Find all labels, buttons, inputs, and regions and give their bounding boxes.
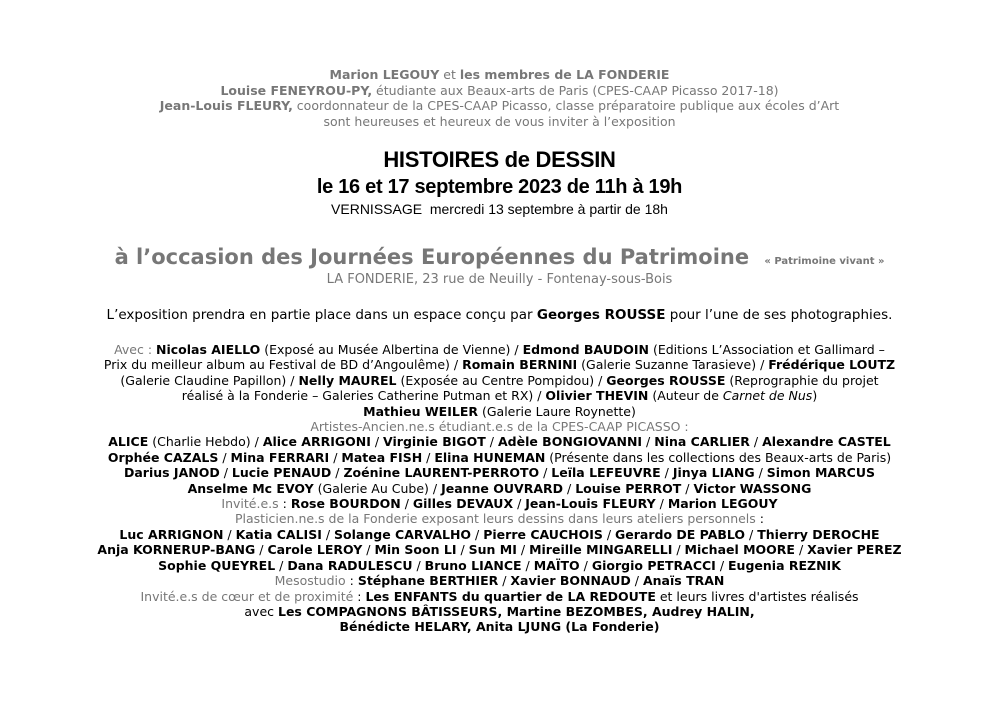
event-title: HISTOIRES de DESSIN [383, 147, 616, 172]
artist-name: Mina FERRARI [230, 449, 330, 465]
artist-name: Nelly MAUREL [298, 372, 397, 388]
artist-note: (Auteur de [648, 388, 723, 404]
artist-name: Bruno LIANCE [424, 557, 522, 573]
artist-name: Luc ARRIGNON [119, 526, 224, 542]
section-label: Plasticien.ne.s de la Fonderie exposant leurs dessins dans leurs ateliers personnels [234, 511, 756, 527]
artist-note: / [521, 557, 534, 573]
hosts-line-1 [0, 67, 999, 83]
artist-note: (Galerie Laure Roynette) [478, 403, 636, 419]
artist-name: Frédérique LOUTZ [768, 357, 896, 373]
artist-line-plasticiens [0, 511, 999, 526]
artist-note: (Galerie Claudine Papillon) / [120, 372, 299, 388]
artist-name: Les ENFANTS du quartier de LA REDOUTE [365, 588, 656, 604]
artist-name: Michael MOORE [684, 542, 795, 558]
artist-line-plasticiens [0, 542, 999, 557]
lead-sentence [0, 307, 999, 323]
artist-line-plasticiens [0, 527, 999, 542]
artist-note: / [794, 542, 808, 558]
artist-note: / [331, 465, 344, 481]
artist-name: Sophie QUEYREL [158, 557, 276, 573]
artist-name: Xavier PEREZ [807, 542, 902, 558]
artist-note: / [681, 480, 694, 496]
artist-note: avec [244, 603, 278, 619]
artist-list [0, 342, 999, 635]
host-name-marion: Marion LEGOUY [329, 67, 440, 82]
artist-note: / [630, 573, 643, 589]
artist-name: Marion LEGOUY [667, 496, 778, 512]
artist-note: / [745, 526, 758, 542]
artist-name: Adèle BONGIOVANNI [497, 434, 643, 450]
artist-name: Lucie PENAUD [231, 465, 332, 481]
artist-name: Anaïs TRAN [642, 573, 725, 589]
artist-name: ALICE [108, 434, 149, 450]
artist-name: Edmond BAUDOIN [522, 342, 649, 357]
artist-name: Xavier BONNAUD [510, 573, 631, 589]
artist-name: Min Soon LI [374, 542, 457, 558]
artist-name: Rose BOURDON [290, 496, 401, 512]
artist-name: Orphée CAZALS [107, 449, 219, 465]
artist-name: Bénédicte HELARY, Anita LJUNG (La Fonderie) [339, 619, 660, 635]
artist-name: Mireille MINGARELLI [529, 542, 673, 558]
artist-note: / [370, 434, 384, 450]
section-label: Invité.e.s de cœur et de proximité [140, 588, 354, 604]
artist-note: / [485, 434, 498, 450]
artist-name: Nicolas AIELLO [156, 342, 261, 357]
artist-note: / [456, 542, 469, 558]
artist-line-avec [0, 404, 999, 419]
artist-name: Alice ARRIGONI [262, 434, 371, 450]
artist-note: / [579, 557, 592, 573]
artist-name: Darius JANOD [123, 465, 220, 481]
work-title: Carnet de Nus [722, 388, 813, 404]
host-name-fonderie: les membres de LA FONDERIE [459, 67, 670, 82]
artist-note: / [223, 526, 236, 542]
host-name-jeanlouis: Jean-Louis FLEURY, [159, 98, 293, 113]
artist-name: Zoénine LAURENT-PERROTO [343, 465, 540, 481]
hosts-line-2 [0, 83, 999, 99]
artist-note: / [539, 465, 552, 481]
artist-name: Sun MI [468, 542, 517, 558]
artist-note: / [672, 542, 685, 558]
artist-note: (Editions L’Association et Gallimard – [649, 342, 885, 357]
artist-note: ) [812, 388, 818, 404]
patrimoine-vivant-tag: « Patrimoine vivant » [764, 256, 885, 267]
artist-note: / [563, 480, 576, 496]
artist-line-plasticiens [0, 558, 999, 573]
artist-name: Gerardo DE PABLO [615, 526, 746, 542]
artist-note: (Présente dans les collections des Beaux-arts de Paris) [545, 449, 892, 465]
artist-name: MAÏTO [533, 557, 580, 573]
artist-name: Mathieu WEILER [363, 403, 478, 419]
artist-note: / [329, 449, 342, 465]
artist-line-proximite [0, 589, 999, 604]
artist-note: / [471, 526, 484, 542]
artist-note: / [498, 573, 511, 589]
artist-note: / [655, 496, 668, 512]
artist-name: Pierre CAUCHOIS [483, 526, 603, 542]
vernissage-label: VERNISSAGE [331, 201, 423, 217]
hosts-line-3 [0, 98, 999, 114]
artist-note: / [513, 496, 526, 512]
lead-after: pour l’une de ses photographies. [665, 307, 893, 323]
artist-name: Georges ROUSSE [606, 372, 726, 388]
section-label: Avec : [114, 342, 156, 357]
address-line: LA FONDERIE, 23 rue de Neuilly - Fontenay-sous-Bois [326, 272, 673, 287]
artist-name: Matea FISH [341, 449, 423, 465]
artist-name: Victor WASSONG [693, 480, 812, 496]
host-name-louise: Louise FENEYROU-PY, [220, 83, 373, 98]
artist-note: / [602, 526, 616, 542]
artist-name: Giorgio PETRACCI [591, 557, 716, 573]
artist-note: (Reprographie du projet [725, 372, 879, 388]
artist-name: Les COMPAGNONS BÂTISSEURS, Martine BEZOMBES, Audrey HALIN, [277, 603, 755, 619]
artist-name: Thierry DEROCHE [757, 526, 880, 542]
artist-note: (Galerie Suzanne Tarasieve) / [577, 357, 769, 373]
artist-note: (Galerie Au Cube) / [313, 480, 442, 496]
artist-name: Romain BERNINI [462, 357, 578, 373]
hosts-line-4: sont heureuses et heureux de vous inviter à l’exposition [323, 114, 676, 129]
artist-name: Jean-Louis FLEURY [525, 496, 656, 512]
artist-line-invites [0, 496, 999, 511]
artist-note: / [754, 465, 767, 481]
artist-line-anciens [0, 450, 999, 465]
section-label: Mesostudio [274, 573, 346, 589]
host-desc-jeanlouis: coordonnateur de la CPES-CAAP Picasso, classe préparatoire publique aux écoles d’Art [292, 98, 840, 113]
artist-note: / [715, 557, 729, 573]
artist-name: Carole LEROY [267, 542, 363, 558]
artist-name: Virginie BIGOT [383, 434, 486, 450]
artist-name: Nina CARLIER [654, 434, 750, 450]
artist-name: Katia CALISI [235, 526, 322, 542]
artist-line-anciens [0, 465, 999, 480]
artist-name: Simon MARCUS [766, 465, 876, 481]
artist-name: Elina HUNEMAN [434, 449, 546, 465]
artist-name: Eugenia REZNIK [728, 557, 841, 573]
artist-note: : [353, 588, 366, 604]
artist-note: / [749, 434, 763, 450]
artist-line-avec [0, 357, 999, 372]
artist-name: Alexandre CASTEL [762, 434, 891, 450]
artist-note: / [219, 465, 232, 481]
artist-line-avec [0, 373, 999, 388]
artist-note: : [345, 573, 358, 589]
artist-note: / [400, 496, 413, 512]
artist-note: : [278, 496, 291, 512]
artist-line-avec [0, 342, 999, 357]
occasion-text: à l’occasion des Journées Européennes du Patrimoine [114, 245, 750, 269]
lead-before: L’exposition prendra en partie place dans un espace conçu par [106, 307, 537, 323]
artist-line-anciens [0, 419, 999, 434]
artist-name: Jinya LIANG [672, 465, 755, 481]
section-label: Invité.e.s [221, 496, 279, 512]
artist-note: / [255, 542, 268, 558]
artist-line-proximite [0, 619, 999, 634]
artist-line-avec [0, 388, 999, 403]
artist-note: / [412, 557, 425, 573]
artist-name: Stéphane BERTHIER [357, 573, 499, 589]
artist-note: et leurs livres d'artistes réalisés [655, 588, 859, 604]
artist-line-proximite [0, 604, 999, 619]
host-desc-louise: étudiante aux Beaux-arts de Paris (CPES-CAAP Picasso 2017-18) [372, 83, 779, 98]
vernissage-text: mercredi 13 septembre à partir de 18h [429, 201, 668, 217]
artist-name: Gilles DEVAUX [412, 496, 514, 512]
artist-note: Prix du meilleur album au Festival de BD d’Angoulême) / [103, 357, 463, 373]
artist-note: (Exposé au Musée Albertina de Vienne) / [260, 342, 523, 357]
artist-note: : [755, 511, 764, 527]
section-label: Artistes-Ancien.ne.s étudiant.e.s de la CPES-CAAP PICASSO : [310, 419, 689, 435]
artist-name: Jeanne OUVRARD [441, 480, 564, 496]
artist-name: Dana RADULESCU [287, 557, 413, 573]
artist-note: / [422, 449, 435, 465]
artist-note: / [362, 542, 375, 558]
artist-note: (Charlie Hebdo) / [148, 434, 263, 450]
artist-name: Anja KORNERUP-BANG [97, 542, 256, 558]
artist-note: réalisé à la Fonderie – Galeries Catherine Putman et RX) / [181, 388, 546, 404]
host-conj: et [439, 67, 460, 82]
artist-note: / [321, 526, 335, 542]
artist-name: Anselme Mc EVOY [187, 480, 314, 496]
artist-note: / [275, 557, 288, 573]
artist-note: / [218, 449, 231, 465]
artist-note: (Exposée au Centre Pompidou) / [396, 372, 607, 388]
artist-note: / [516, 542, 530, 558]
artist-line-anciens [0, 481, 999, 496]
artist-name: Leïla LEFEUVRE [551, 465, 661, 481]
artist-name: Louise PERROT [575, 480, 682, 496]
artist-note: / [642, 434, 655, 450]
artist-line-mesostudio [0, 573, 999, 588]
event-dates: le 16 et 17 septembre 2023 de 11h à 19h [316, 176, 683, 198]
artist-note: / [660, 465, 673, 481]
artist-line-anciens [0, 434, 999, 449]
lead-name: Georges ROUSSE [536, 307, 666, 323]
artist-name: Olivier THEVIN [545, 388, 649, 404]
vernissage-line [0, 201, 999, 217]
occasion-line [0, 245, 999, 269]
artist-name: Solange CARVALHO [334, 526, 472, 542]
